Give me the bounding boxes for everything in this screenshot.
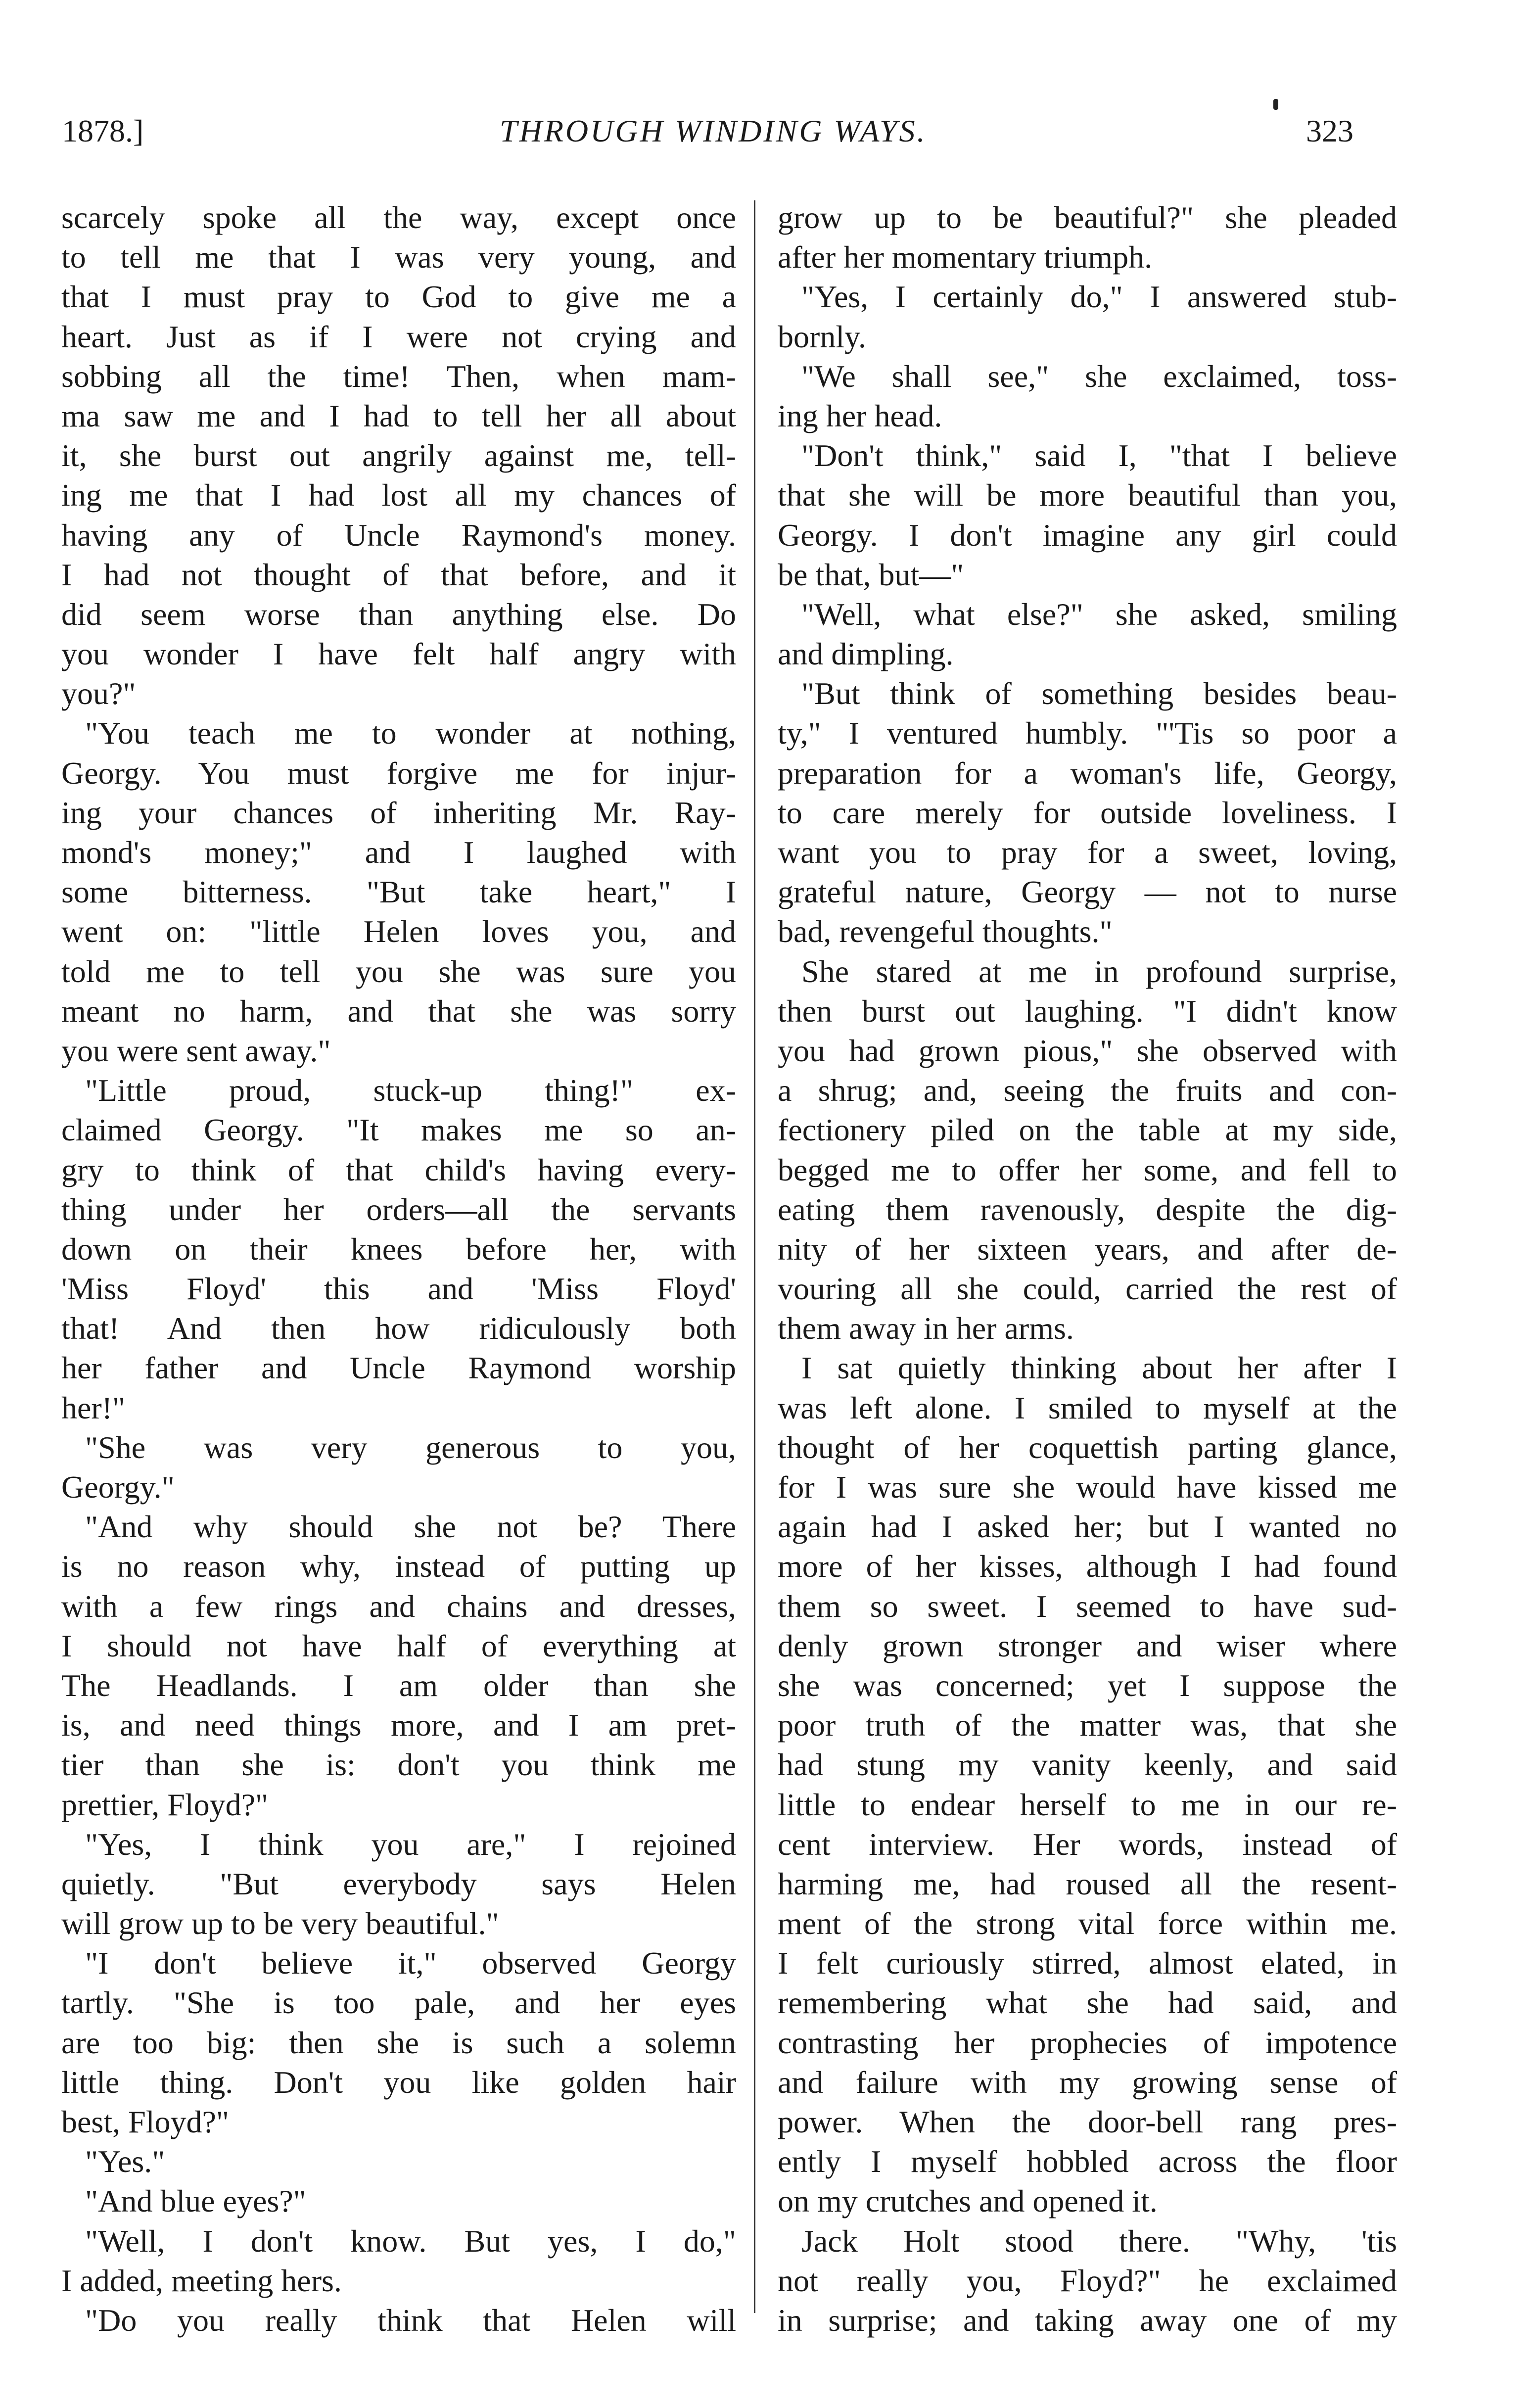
text-line: "Don't think," said I, "that I believe bbox=[801, 438, 1397, 473]
text-line: then burst out laughing. "I didn't know bbox=[778, 993, 1397, 1029]
text-line: poor truth of the matter was, that she bbox=[778, 1707, 1397, 1743]
text-line: some bitterness. "But take heart," I bbox=[61, 874, 736, 910]
text-line: she was concerned; yet I suppose the bbox=[778, 1667, 1397, 1703]
text-line: her!" bbox=[61, 1390, 126, 1425]
text-line: you were sent away." bbox=[61, 1033, 331, 1068]
text-line: "Well, I don't know. But yes, I do," bbox=[85, 2223, 736, 2259]
text-line: ently I myself hobbled across the floor bbox=[778, 2144, 1397, 2179]
text-line: I had not thought of that before, and it bbox=[61, 557, 736, 592]
text-line: went on: "little Helen loves you, and bbox=[61, 914, 736, 949]
text-line: ing her head. bbox=[778, 398, 942, 433]
text-line: "Little proud, stuck-up thing!" ex- bbox=[85, 1073, 736, 1108]
text-line: "I don't believe it," observed Georgy bbox=[85, 1945, 736, 1981]
text-line: did seem worse than anything else. Do bbox=[61, 596, 736, 632]
text-line: "Yes, I think you are," I rejoined bbox=[85, 1826, 736, 1862]
text-line: to tell me that I was very young, and bbox=[61, 239, 736, 275]
text-line: will grow up to be very beautiful." bbox=[61, 1906, 499, 1941]
text-column-left bbox=[61, 198, 736, 2340]
print-speck bbox=[1273, 99, 1278, 110]
text-line: scarcely spoke all the way, except once bbox=[61, 200, 736, 235]
text-line: is no reason why, instead of putting up bbox=[61, 1549, 736, 1584]
text-line: meant no harm, and that she was sorry bbox=[61, 993, 736, 1029]
text-line: and failure with my growing sense of bbox=[778, 2064, 1397, 2100]
text-line: "Yes." bbox=[85, 2144, 165, 2179]
running-head-title: THROUGH WINDING WAYS. bbox=[500, 113, 927, 148]
text-line: "We shall see," she exclaimed, toss- bbox=[801, 358, 1397, 394]
text-line: you wonder I have felt half angry with bbox=[61, 636, 736, 672]
text-line: was left alone. I smiled to myself at the bbox=[778, 1390, 1397, 1425]
text-line: harming me, had roused all the resent- bbox=[778, 1866, 1397, 1901]
text-column-right bbox=[778, 198, 1397, 2340]
text-line: bad, revengeful thoughts." bbox=[778, 914, 1113, 949]
text-line: begged me to offer her some, and fell to bbox=[778, 1152, 1397, 1187]
text-line: claimed Georgy. "It makes me so an- bbox=[61, 1112, 736, 1148]
text-line: be that, but—" bbox=[778, 557, 964, 592]
text-line: it, she burst out angrily against me, tell- bbox=[61, 438, 736, 473]
text-line: ment of the strong vital force within me. bbox=[778, 1906, 1397, 1941]
text-line: Jack Holt stood there. "Why, 'tis bbox=[801, 2223, 1397, 2259]
text-line: are too big: then she is such a solemn bbox=[61, 2025, 736, 2060]
text-line: prettier, Floyd?" bbox=[61, 1787, 269, 1822]
text-line: "You teach me to wonder at nothing, bbox=[85, 715, 736, 751]
text-line: tartly. "She is too pale, and her eyes bbox=[61, 1985, 736, 2021]
text-line: "But think of something besides beau- bbox=[801, 676, 1397, 711]
text-line: that she will be more beautiful than you, bbox=[778, 477, 1397, 513]
text-line: "Yes, I certainly do," I answered stub- bbox=[801, 279, 1397, 315]
text-line: having any of Uncle Raymond's money. bbox=[61, 517, 736, 553]
text-line: not really you, Floyd?" he exclaimed bbox=[778, 2263, 1397, 2298]
text-line: told me to tell you she was sure you bbox=[61, 953, 736, 989]
text-line: "And why should she not be? There bbox=[85, 1509, 736, 1545]
text-line: "Do you really think that Helen will bbox=[85, 2302, 736, 2338]
text-line: preparation for a woman's life, Georgy, bbox=[778, 755, 1397, 791]
text-line: I sat quietly thinking about her after I bbox=[801, 1350, 1397, 1386]
text-line: Georgy." bbox=[61, 1469, 175, 1505]
text-line: that I must pray to God to give me a bbox=[61, 279, 736, 315]
text-line: more of her kisses, although I had found bbox=[778, 1549, 1397, 1584]
text-line: ing your chances of inheriting Mr. Ray- bbox=[61, 795, 736, 830]
text-line: mond's money;" and I laughed with bbox=[61, 835, 736, 870]
text-line: again had I asked her; but I wanted no bbox=[778, 1509, 1397, 1545]
text-line: She stared at me in profound surprise, bbox=[801, 953, 1397, 989]
text-line: "And blue eyes?" bbox=[85, 2183, 306, 2219]
text-line: cent interview. Her words, instead of bbox=[778, 1826, 1397, 1862]
text-line: eating them ravenously, despite the dig- bbox=[778, 1191, 1397, 1227]
text-line: heart. Just as if I were not crying and bbox=[61, 319, 736, 354]
text-line: a shrug; and, seeing the fruits and con- bbox=[778, 1073, 1397, 1108]
text-line: little to endear herself to me in our re- bbox=[778, 1787, 1397, 1822]
text-line: ing me that I had lost all my chances of bbox=[61, 477, 736, 513]
text-line: tier than she is: don't you think me bbox=[61, 1747, 736, 1783]
page-number: 323 bbox=[1306, 113, 1353, 148]
text-line: with a few rings and chains and dresses, bbox=[61, 1588, 736, 1624]
text-line: bornly. bbox=[778, 319, 866, 354]
text-line: Georgy. You must forgive me for injur- bbox=[61, 755, 736, 791]
text-line: ma saw me and I had to tell her all about bbox=[61, 398, 736, 433]
text-line: down on their knees before her, with bbox=[61, 1231, 736, 1267]
text-line: on my crutches and opened it. bbox=[778, 2183, 1158, 2219]
text-line: "She was very generous to you, bbox=[85, 1429, 736, 1465]
text-line: Georgy. I don't imagine any girl could bbox=[778, 517, 1397, 553]
text-line: them away in her arms. bbox=[778, 1311, 1074, 1346]
text-line: and dimpling. bbox=[778, 636, 954, 672]
text-line: thought of her coquettish parting glance, bbox=[778, 1429, 1397, 1465]
text-line: grow up to be beautiful?" she pleaded bbox=[778, 200, 1397, 235]
text-line: had stung my vanity keenly, and said bbox=[778, 1747, 1397, 1783]
text-line: remembering what she had said, and bbox=[778, 1985, 1397, 2021]
text-line: them so sweet. I seemed to have sud- bbox=[778, 1588, 1397, 1624]
text-line: best, Floyd?" bbox=[61, 2104, 229, 2139]
text-line: for I was sure she would have kissed me bbox=[778, 1469, 1397, 1505]
text-line: The Headlands. I am older than she bbox=[61, 1667, 736, 1703]
text-line: vouring all she could, carried the rest of bbox=[778, 1271, 1397, 1307]
running-head-year: 1878.] bbox=[62, 113, 144, 148]
text-line: power. When the door-bell rang pres- bbox=[778, 2104, 1397, 2139]
text-line: thing under her orders—all the servants bbox=[61, 1191, 736, 1227]
text-line: ty," I ventured humbly. "'Tis so poor a bbox=[778, 715, 1397, 751]
text-line: I should not have half of everything at bbox=[61, 1628, 736, 1663]
text-line: want you to pray for a sweet, loving, bbox=[778, 835, 1397, 870]
column-divider bbox=[754, 200, 755, 2313]
text-line: her father and Uncle Raymond worship bbox=[61, 1350, 736, 1386]
text-line: to care merely for outside loveliness. I bbox=[778, 795, 1397, 830]
text-line: is, and need things more, and I am pret- bbox=[61, 1707, 736, 1743]
text-line: you?" bbox=[61, 676, 136, 711]
text-line: contrasting her prophecies of impotence bbox=[778, 2025, 1397, 2060]
text-line: sobbing all the time! Then, when mam- bbox=[61, 358, 736, 394]
text-line: you had grown pious," she observed with bbox=[778, 1033, 1397, 1068]
text-line: "Well, what else?" she asked, smiling bbox=[801, 596, 1397, 632]
text-line: 'Miss Floyd' this and 'Miss Floyd' bbox=[61, 1271, 736, 1307]
text-line: denly grown stronger and wiser where bbox=[778, 1628, 1397, 1663]
text-line: little thing. Don't you like golden hair bbox=[61, 2064, 736, 2100]
text-line: after her momentary triumph. bbox=[778, 239, 1153, 275]
text-line: I felt curiously stirred, almost elated, in bbox=[778, 1945, 1397, 1981]
text-line: that! And then how ridiculously both bbox=[61, 1311, 736, 1346]
text-line: nity of her sixteen years, and after de- bbox=[778, 1231, 1397, 1267]
text-line: in surprise; and taking away one of my bbox=[778, 2302, 1397, 2338]
text-line: grateful nature, Georgy — not to nurse bbox=[778, 874, 1397, 910]
text-line: fectionery piled on the table at my side, bbox=[778, 1112, 1397, 1148]
text-line: I added, meeting hers. bbox=[61, 2263, 342, 2298]
text-line: gry to think of that child's having every- bbox=[61, 1152, 736, 1187]
text-line: quietly. "But everybody says Helen bbox=[61, 1866, 736, 1901]
